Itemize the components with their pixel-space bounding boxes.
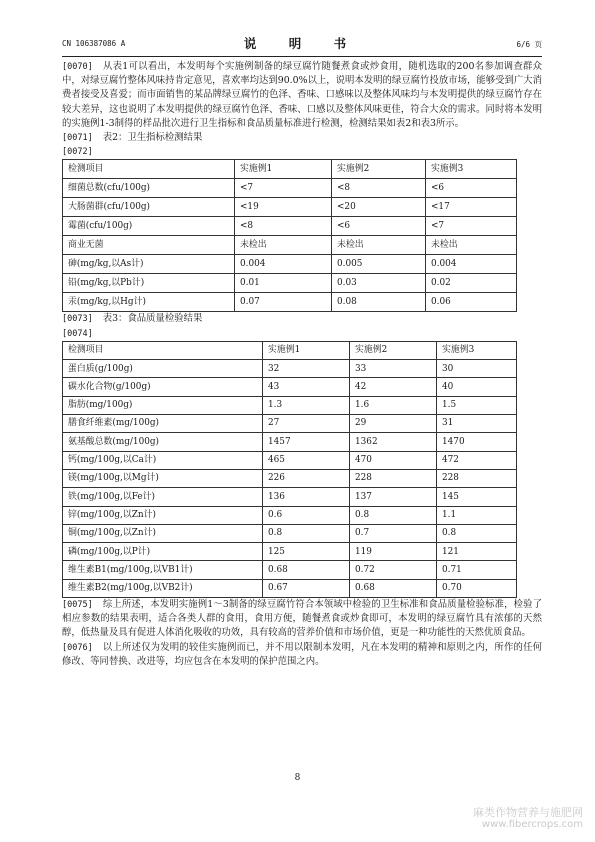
value-cell: 0.8 — [263, 524, 350, 542]
table-row — [63, 396, 517, 414]
value-cell: 0.8 — [437, 524, 517, 542]
value-cell: 0.68 — [350, 579, 437, 597]
value-cell: 145 — [437, 488, 517, 506]
value-cell: 1470 — [437, 433, 517, 451]
hygiene-indicators-table — [62, 159, 517, 312]
paragraph-text: 从表1可以看出，本发明每个实施例制备的绿豆腐竹随餐煮食或炒食用，随机选取的200名参加调查群众中，对绿豆腐竹整体风味持肯定意见，喜欢率均达到90.0%以上，说明本发明的绿豆腐竹投放市场，能够受到广大消费者接受及喜爱；而市面销售的某品牌绿豆腐竹的色泽、香味、口感味以及整体风味均与本发明提供的绿豆腐竹存在较大差异，这也说明了本发明提供的绿豆腐竹色泽、香味、口感以及整体风味更佳，符合大众的需求。同时将本发明的实施例1-3制得的样品批次进行卫生指标和食品质量标准进行检测，检测结果如表2和表3所示。 — [62, 61, 542, 129]
value-cell: 40 — [437, 378, 517, 396]
row-label-cell: 霉菌(cfu/100g) — [63, 217, 235, 236]
paragraph-0073 — [62, 312, 542, 326]
table-row — [63, 236, 517, 255]
document-body — [62, 60, 542, 669]
header-cell: 实施例3 — [437, 341, 517, 359]
value-cell: 1.5 — [437, 396, 517, 414]
page-header — [62, 34, 542, 54]
header-cell: 实施例1 — [263, 341, 350, 359]
row-label-cell: 大肠菌群(cfu/100g) — [63, 198, 235, 217]
value-cell: 1.1 — [437, 506, 517, 524]
paragraph-number: [0071] — [62, 133, 93, 144]
value-cell: 31 — [437, 415, 517, 433]
row-label-cell: 维生素B1(mg/100g,以VB1计) — [63, 561, 263, 579]
row-label-cell: 铜(mg/100g,以Zn计) — [63, 524, 263, 542]
row-label-cell: 铅(mg/kg,以Pb计) — [63, 274, 235, 293]
value-cell: 1362 — [350, 433, 437, 451]
paragraph-number: [0075] — [62, 599, 93, 610]
value-cell: 136 — [263, 488, 350, 506]
table-row — [63, 524, 517, 542]
row-label-cell: 氨基酸总数(mg/100g) — [63, 433, 263, 451]
header-cell: 实施例1 — [235, 160, 332, 179]
table-row — [63, 561, 517, 579]
value-cell: 0.72 — [350, 561, 437, 579]
table-header-row — [63, 160, 517, 179]
paragraph-number: [0070] — [62, 62, 93, 72]
value-cell: 42 — [350, 378, 437, 396]
value-cell: 32 — [263, 360, 350, 378]
row-label-cell: 维生素B2(mg/100g,以VB2计) — [63, 579, 263, 597]
row-label-cell: 铁(mg/100g,以Fe计) — [63, 488, 263, 506]
table-row — [63, 488, 517, 506]
table-row — [63, 543, 517, 561]
value-cell: 0.08 — [332, 293, 426, 312]
value-cell: 119 — [350, 543, 437, 561]
row-label-cell: 商业无菌 — [63, 236, 235, 255]
value-cell: <8 — [332, 179, 426, 198]
header-cell: 检测项目 — [63, 341, 263, 359]
table-row — [63, 579, 517, 597]
page-info: 6/6 页 — [516, 40, 542, 49]
value-cell: 未检出 — [332, 236, 426, 255]
table-row — [63, 360, 517, 378]
food-quality-table — [62, 341, 517, 598]
value-cell: 226 — [263, 469, 350, 487]
paragraph-number: [0074] — [62, 328, 93, 339]
value-cell: 228 — [437, 469, 517, 487]
value-cell: 0.71 — [437, 561, 517, 579]
header-cell: 实施例2 — [350, 341, 437, 359]
table-row — [63, 217, 517, 236]
value-cell: 0.01 — [235, 274, 332, 293]
row-label-cell: 脂肪(mg/100g) — [63, 396, 263, 414]
value-cell: 0.03 — [332, 274, 426, 293]
row-label-cell: 碳水化合物(g/100g) — [63, 378, 263, 396]
value-cell: <6 — [332, 217, 426, 236]
paragraph-text: 以上所述仅为发明的较佳实施例而已，并不用以限制本发明，凡在本发明的精神和原则之内，所作的任何修改、等同替换、改进等，均应包含在本发明的保护范围之内。 — [62, 641, 542, 667]
table-row — [63, 293, 517, 312]
header-cell: 实施例2 — [332, 160, 426, 179]
value-cell: <17 — [426, 198, 517, 217]
value-cell: 0.06 — [426, 293, 517, 312]
table-row — [63, 469, 517, 487]
value-cell: 1.3 — [263, 396, 350, 414]
table-row — [63, 179, 517, 198]
table-row — [63, 274, 517, 293]
value-cell: 0.005 — [332, 255, 426, 274]
value-cell: <7 — [426, 217, 517, 236]
value-cell: 0.004 — [426, 255, 517, 274]
value-cell: 未检出 — [235, 236, 332, 255]
row-label-cell: 细菌总数(cfu/100g) — [63, 179, 235, 198]
value-cell: 0.004 — [235, 255, 332, 274]
value-cell: 0.68 — [263, 561, 350, 579]
header-divider — [62, 56, 542, 57]
document-title: 说 明 书 — [243, 36, 361, 51]
paragraph-0075 — [62, 598, 542, 641]
value-cell: 228 — [350, 469, 437, 487]
header-cell: 实施例3 — [426, 160, 517, 179]
table2-caption: 表2：卫生指标检测结果 — [102, 132, 203, 144]
watermark-url: www.fibercrops.com — [481, 819, 583, 830]
value-cell: 0.07 — [235, 293, 332, 312]
table-row — [63, 255, 517, 274]
paragraph-0074 — [62, 327, 542, 341]
value-cell: 30 — [437, 360, 517, 378]
paragraph-number: [0076] — [62, 642, 93, 653]
row-label-cell: 镁(mg/100g,以Mg计) — [63, 469, 263, 487]
value-cell: 472 — [437, 451, 517, 469]
row-label-cell: 汞(mg/kg,以Hg计) — [63, 293, 235, 312]
value-cell: 0.67 — [263, 579, 350, 597]
value-cell: 未检出 — [426, 236, 517, 255]
value-cell: 465 — [263, 451, 350, 469]
value-cell: 137 — [350, 488, 437, 506]
table-row — [63, 433, 517, 451]
table3-caption: 表3：食品质量检验结果 — [102, 313, 203, 325]
value-cell: <20 — [332, 198, 426, 217]
paragraph-0076 — [62, 641, 542, 669]
row-label-cell: 砷(mg/kg,以As计) — [63, 255, 235, 274]
value-cell: <8 — [235, 217, 332, 236]
value-cell: 0.7 — [350, 524, 437, 542]
page-number: 8 — [294, 773, 301, 783]
table-row — [63, 415, 517, 433]
table-row — [63, 506, 517, 524]
value-cell: 1.6 — [350, 396, 437, 414]
value-cell: 0.6 — [263, 506, 350, 524]
table-header-row — [63, 341, 517, 359]
value-cell: 0.8 — [350, 506, 437, 524]
value-cell: 470 — [350, 451, 437, 469]
value-cell: <6 — [426, 179, 517, 198]
value-cell: 1457 — [263, 433, 350, 451]
value-cell: <7 — [235, 179, 332, 198]
row-label-cell: 膳食纤维素(mg/100g) — [63, 415, 263, 433]
table-row — [63, 451, 517, 469]
value-cell: 33 — [350, 360, 437, 378]
value-cell: <19 — [235, 198, 332, 217]
paragraph-0072 — [62, 145, 542, 159]
value-cell: 121 — [437, 543, 517, 561]
value-cell: 0.02 — [426, 274, 517, 293]
paragraph-number: [0072] — [62, 147, 93, 158]
row-label-cell: 钙(mg/100g,以Ca计) — [63, 451, 263, 469]
paragraph-text: 综上所述，本发明实施例1～3制备的绿豆腐竹符合本领域中检验的卫生标准和食品质量检验标准，检验了相应参数的结果表明，适合各类人群的食用，食用方便，随餐煮食或炒食即可，本发明的绿豆腐竹具有浓郁的天然醇，低热量及具有促进人体消化吸收的功效，具有较高的营养价值和市场价值，更是一种功能性的天然优质食品。 — [62, 598, 542, 639]
value-cell: 0.70 — [437, 579, 517, 597]
watermark-site-name: 麻类作物营养与施肥网 — [473, 806, 583, 819]
header-cell: 检测项目 — [63, 160, 235, 179]
row-label-cell: 锌(mg/100g,以Zn计) — [63, 506, 263, 524]
value-cell: 43 — [263, 378, 350, 396]
paragraph-0071 — [62, 131, 542, 145]
document-id: CN 106387086 A — [62, 39, 126, 48]
paragraph-0070 — [62, 60, 542, 131]
paragraph-number: [0073] — [62, 314, 93, 325]
table-row — [63, 198, 517, 217]
row-label-cell: 磷(mg/100g,以P计) — [63, 543, 263, 561]
row-label-cell: 蛋白质(g/100g) — [63, 360, 263, 378]
watermark — [473, 806, 583, 831]
value-cell: 27 — [263, 415, 350, 433]
value-cell: 125 — [263, 543, 350, 561]
table-row — [63, 378, 517, 396]
value-cell: 29 — [350, 415, 437, 433]
